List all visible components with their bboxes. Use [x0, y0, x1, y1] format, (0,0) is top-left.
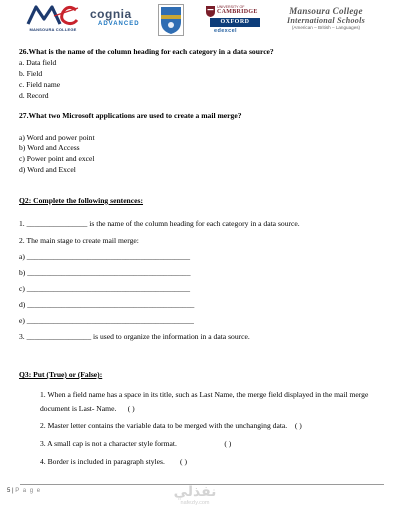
edexcel-label: edexcel: [214, 28, 237, 34]
q27-title: 27.What two Microsoft applications are used to create a mail merge?: [19, 111, 242, 120]
cambridge-line2: CAMBRIDGE: [217, 9, 258, 15]
cambridge-crest-icon: [206, 6, 215, 17]
mansoura-college-logo: [26, 4, 80, 36]
page-header: [0, 0, 401, 44]
q3-item-3: [40, 437, 388, 451]
q3-item-3-answer: ( ): [224, 439, 232, 448]
q3-item-1-answer: ( ): [127, 404, 135, 413]
q2-sentence-1: 1. ________________ is the name of the column heading for each category in a data source.: [19, 219, 300, 228]
q26-title: 26.What is the name of the column heading for each category in a data source?: [19, 47, 274, 56]
q3-item-1-text: 1. When a field name has a space in its title, such as Last Name, the merge field displayed in the mail merge document is Last- Name.: [40, 390, 369, 413]
oxford-label: OXFORD: [210, 18, 260, 27]
page-word: P a g e: [15, 488, 42, 494]
q26-option-b: b. Field: [19, 69, 43, 78]
college-line3: (American – British – Languages): [291, 25, 361, 30]
q27-option-b: b) Word and Access: [19, 143, 80, 152]
shield-logo-icon: [158, 4, 184, 36]
q3-item-1: [40, 388, 388, 416]
college-line1: Mansoura College: [289, 6, 363, 16]
q2-blank-d: d) ____________________________________________: [19, 300, 195, 309]
watermark-latin: nafezly.com: [180, 500, 210, 506]
q2-blank-c: c) ___________________________________________: [19, 284, 191, 293]
q3-item-4-text: 4. Border is included in paragraph styles.: [40, 457, 165, 466]
q2-blank-a: a) ___________________________________________: [19, 252, 191, 261]
q2-blank-b: b) ___________________________________________: [19, 268, 191, 277]
cognia-sub: ADVANCED: [98, 21, 140, 27]
q3-item-2: [40, 419, 388, 433]
q3-item-4: [40, 455, 388, 469]
q3-item-2-answer: ( ): [294, 421, 302, 430]
q27-option-c: c) Power point and excel: [19, 154, 95, 163]
page-number: [7, 488, 41, 494]
college-line2: International Schools: [286, 16, 366, 25]
q27-option-d: d) Word and Excel: [19, 165, 76, 174]
q3-item-4-answer: ( ): [180, 457, 188, 466]
cognia-word: cognia: [90, 7, 132, 21]
mc-logo-icon: [26, 4, 80, 26]
page-number-value: 5 |: [7, 488, 14, 494]
watermark-arabic: نفذلي: [173, 484, 217, 500]
cognia-logo: [90, 8, 142, 30]
q3-item-3-text: 3. A small cap is not a character style format.: [40, 439, 177, 448]
q2-sentence-2: 2. The main stage to create mail merge:: [19, 236, 139, 245]
cambridge-line1: UNIVERSITY OF: [217, 5, 245, 9]
q26-option-c: c. Field name: [19, 80, 61, 89]
q26-option-a: a. Data field: [19, 58, 57, 67]
q3-title: Q3: Put (True) or (False):: [19, 370, 103, 379]
q2-sentence-3: 3. _________________ is used to organize the information in a data source.: [19, 332, 250, 341]
cambridge-oxford-edexcel-logo: [206, 4, 264, 36]
q27-option-a: a) Word and power point: [19, 133, 95, 142]
q2-blank-e: e) ____________________________________________: [19, 316, 194, 325]
q3-item-2-text: 2. Master letter contains the variable data to be merged with the unchanging data.: [40, 421, 288, 430]
mansoura-caption: MANSOURA COLLEGE: [29, 27, 77, 32]
nafezly-watermark: [172, 484, 218, 508]
q26-option-d: d. Record: [19, 91, 49, 100]
q2-title: Q2: Complete the following sentences:: [19, 196, 144, 205]
college-name-logo: [276, 6, 376, 31]
